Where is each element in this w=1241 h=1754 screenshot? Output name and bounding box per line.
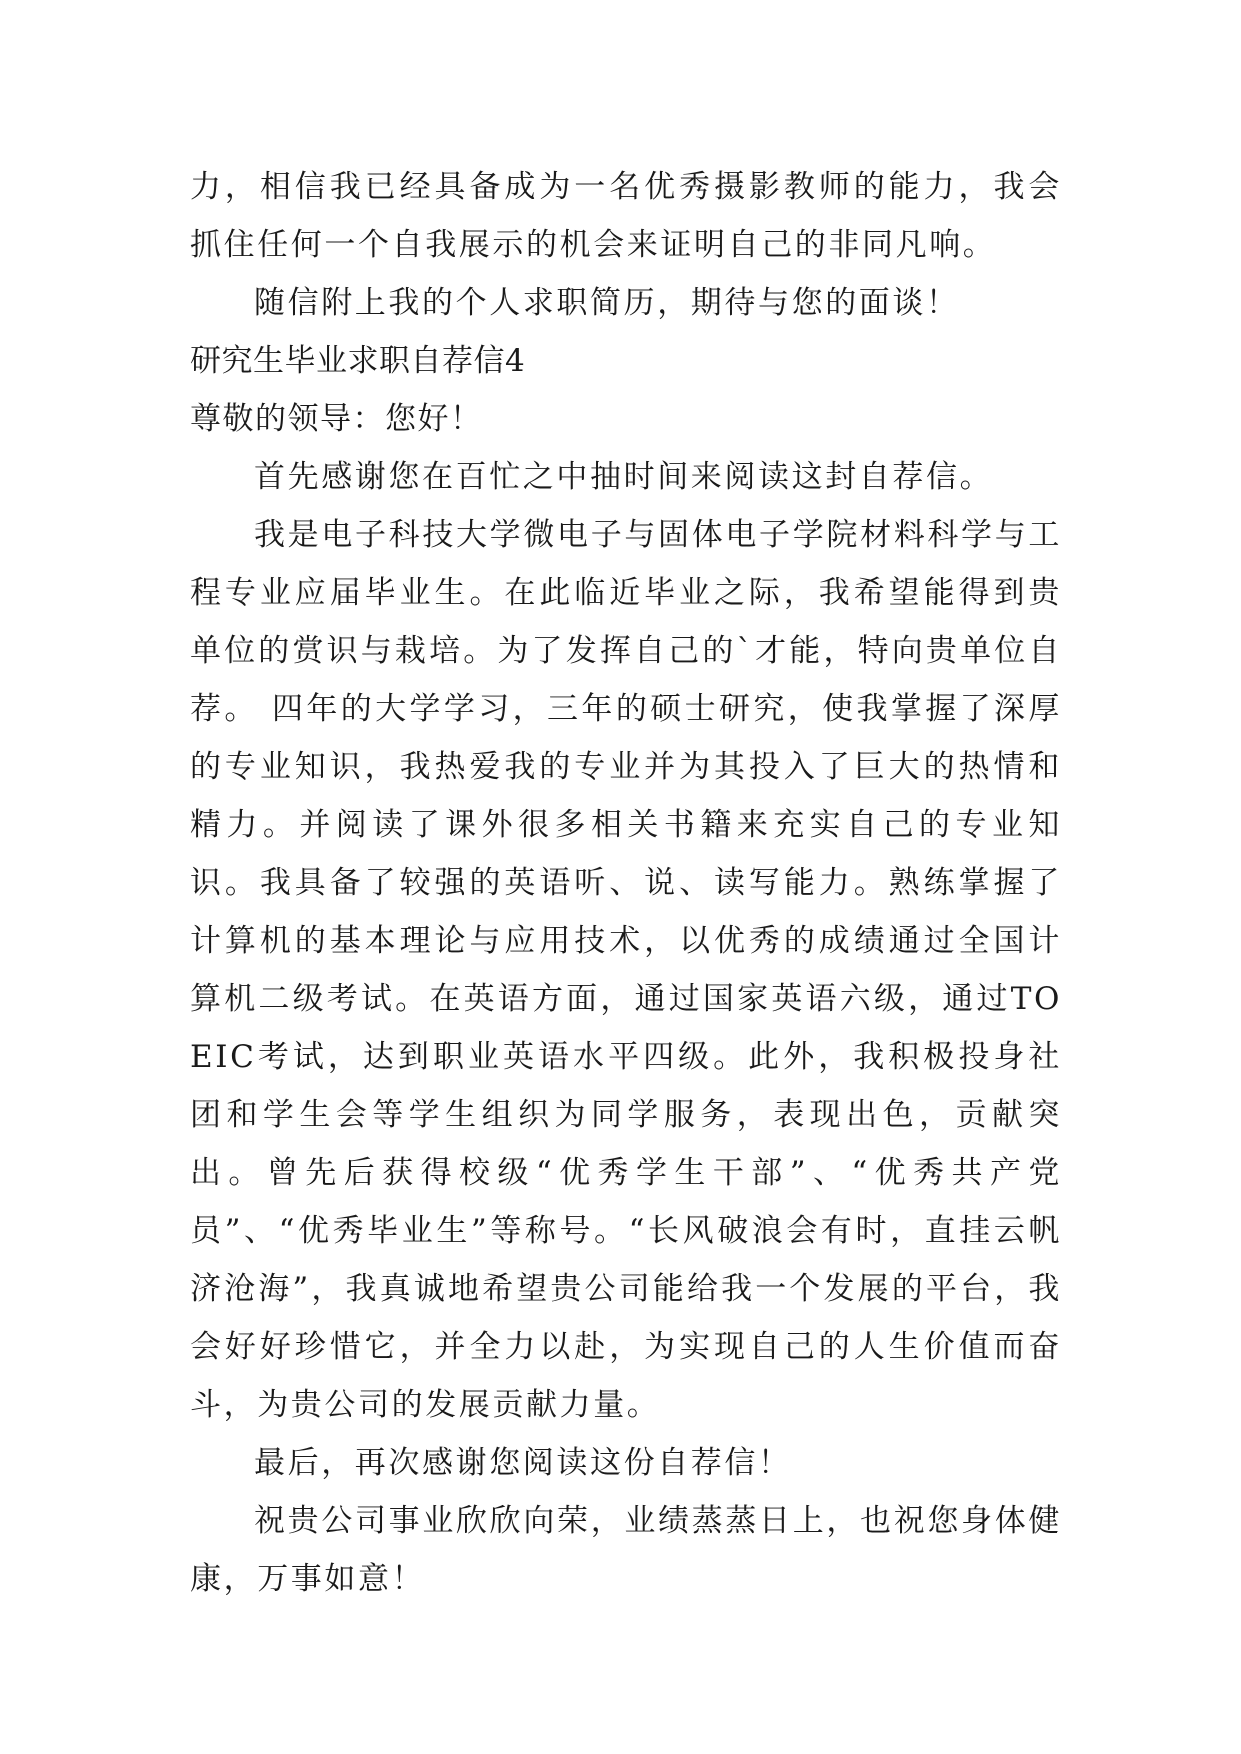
paragraph-thanks: 首先感谢您在百忙之中抽时间来阅读这封自荐信。 <box>254 459 994 495</box>
paragraph-wishes: 祝贵公司事业欣欣向荣，业绩蒸蒸日上，也祝您身体健康，万事如意！ <box>190 1503 1062 1597</box>
paragraph-main: 我是电子科技大学微电子与固体电子学院材料科学与工程专业应届毕业生。在此临近毕业之际，我希望能得到贵单位的赏识与栽培。为了发挥自己的`才能，特向贵单位自荐。 四年的大学学习，三年的硕士研究，使我掌握了深厚的专业知识，我热爱我的专业并为其投入了巨大的热情和精力。并阅读了课外很多相关书籍来充实自己的专业知识。我具备了较强的英语听、说、读写能力。熟练掌握了计算机的基本理论与应用技术，以优秀的成绩通过全国计算机二级考试。在英语方面，通过国家英语六级，通过TOEIC考试，达到职业英语水平四级。此外，我积极投身社团和学生会等学生组织为同学服务，表现出色，贡献突出。曾先后获得校级“优秀学生干部”、“优秀共产党员”、“优秀毕业生”等称号。“长风破浪会有时，直挂云帆济沧海”，我真诚地希望贵公司能给我一个发展的平台，我会好好珍惜它，并全力以赴，为实现自己的人生价值而奋斗，为贵公司的发展贡献力量。 <box>190 517 1062 1423</box>
salutation: 尊敬的领导：您好！ <box>190 401 483 437</box>
document-page <box>190 158 1062 1608</box>
paragraph-final-thanks: 最后，再次感谢您阅读这份自荐信！ <box>254 1445 792 1481</box>
section-title: 研究生毕业求职自荐信4 <box>190 343 526 379</box>
paragraph-continuation: 力，相信我已经具备成为一名优秀摄影教师的能力，我会抓住任何一个自我展示的机会来证明自己的非同凡响。 <box>190 169 1062 263</box>
paragraph-closing-previous: 随信附上我的个人求职简历，期待与您的面谈！ <box>254 285 960 321</box>
